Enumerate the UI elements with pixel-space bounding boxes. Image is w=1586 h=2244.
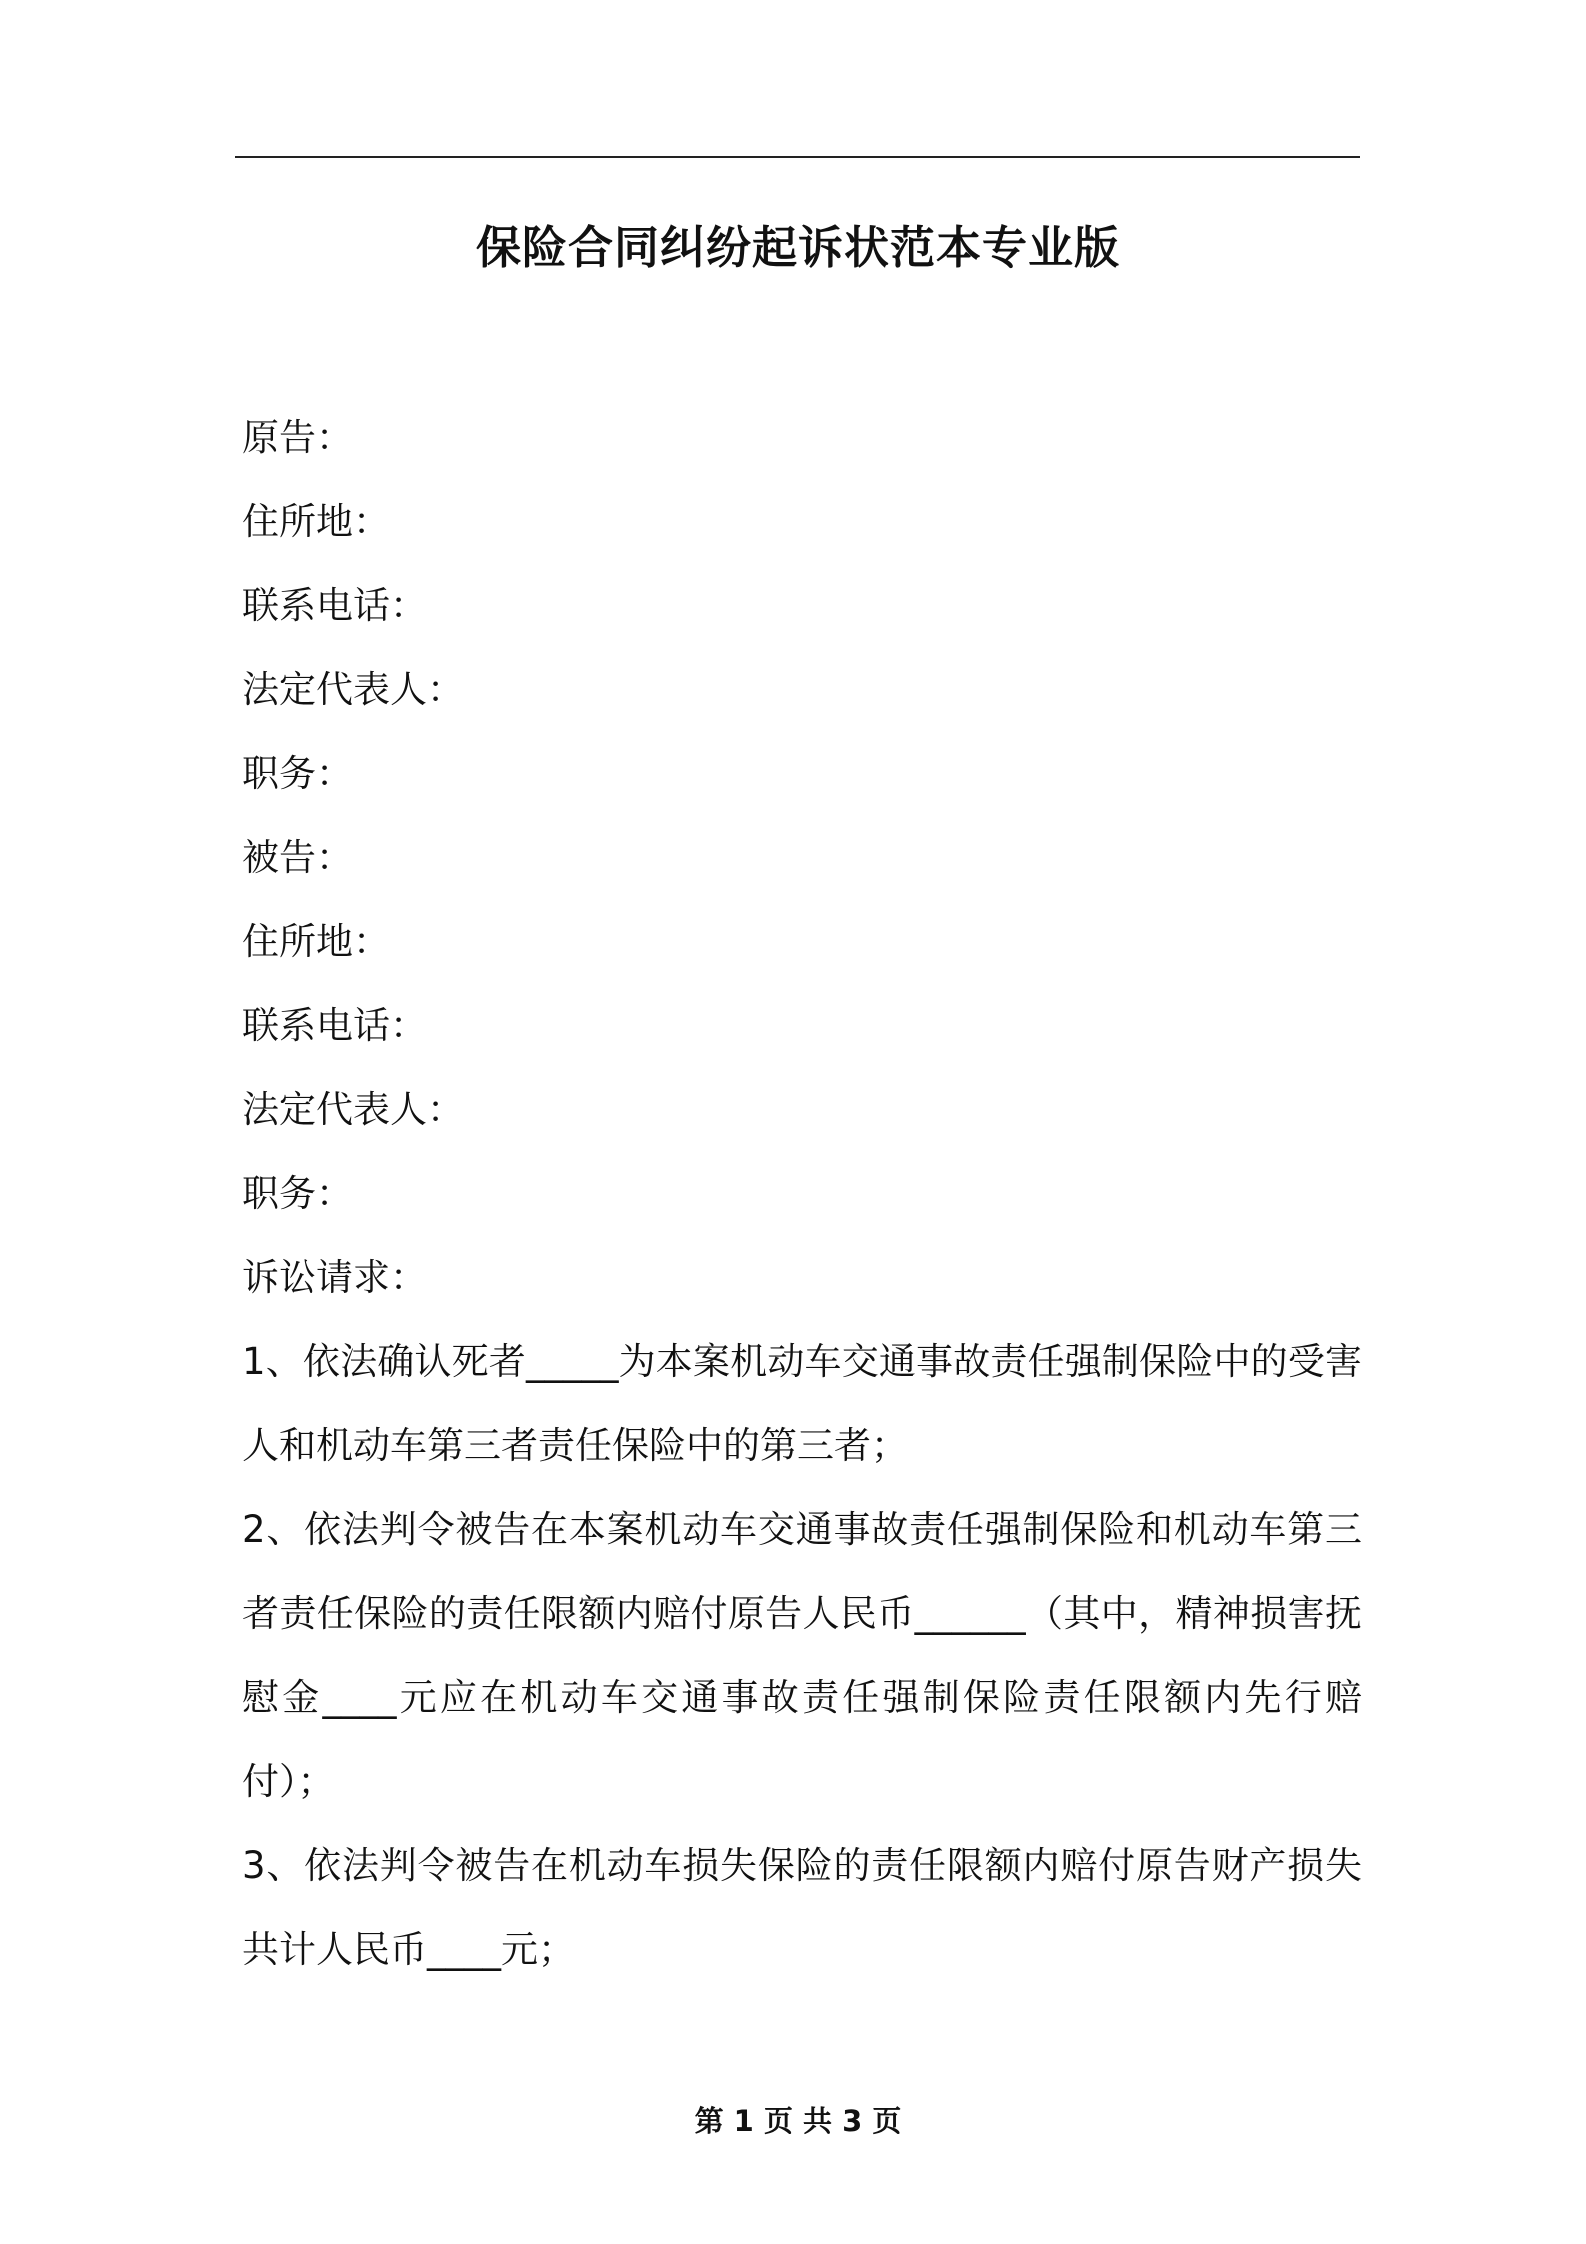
- claim-item-3: 3、依法判令被告在机动车损失保险的责任限额内赔付原告财产损失共计人民币____元；: [242, 1844, 1362, 1971]
- defendant-position-label: 职务：: [242, 1172, 353, 1215]
- document-title: 保险合同纠纷起诉状范本专业版: [475, 221, 1120, 274]
- claim-item-1: 1、依法确认死者_____为本案机动车交通事故责任强制保险中的受害人和机动车第三者责任保险中的第三者；: [242, 1340, 1362, 1467]
- defendant-phone-label: 联系电话：: [242, 1004, 427, 1047]
- page-number-footer: 第 1 页 共 3 页: [694, 2104, 902, 2138]
- plaintiff-phone-label: 联系电话：: [242, 584, 427, 627]
- plaintiff-label: 原告：: [242, 416, 353, 459]
- plaintiff-address-label: 住所地：: [242, 500, 390, 543]
- header-rule: [235, 156, 1360, 158]
- defendant-address-label: 住所地：: [242, 920, 390, 963]
- plaintiff-legal-rep-label: 法定代表人：: [242, 668, 464, 711]
- defendant-label: 被告：: [242, 836, 353, 879]
- claim-item-2: 2、依法判令被告在本案机动车交通事故责任强制保险和机动车第三者责任保险的责任限额内赔付原告人民币______（其中，精神损害抚慰金____元应在机动车交通事故责任强制保险责任限额内先行赔付）；: [242, 1508, 1362, 1803]
- claims-heading: 诉讼请求：: [242, 1256, 427, 1299]
- plaintiff-position-label: 职务：: [242, 752, 353, 795]
- defendant-legal-rep-label: 法定代表人：: [242, 1088, 464, 1131]
